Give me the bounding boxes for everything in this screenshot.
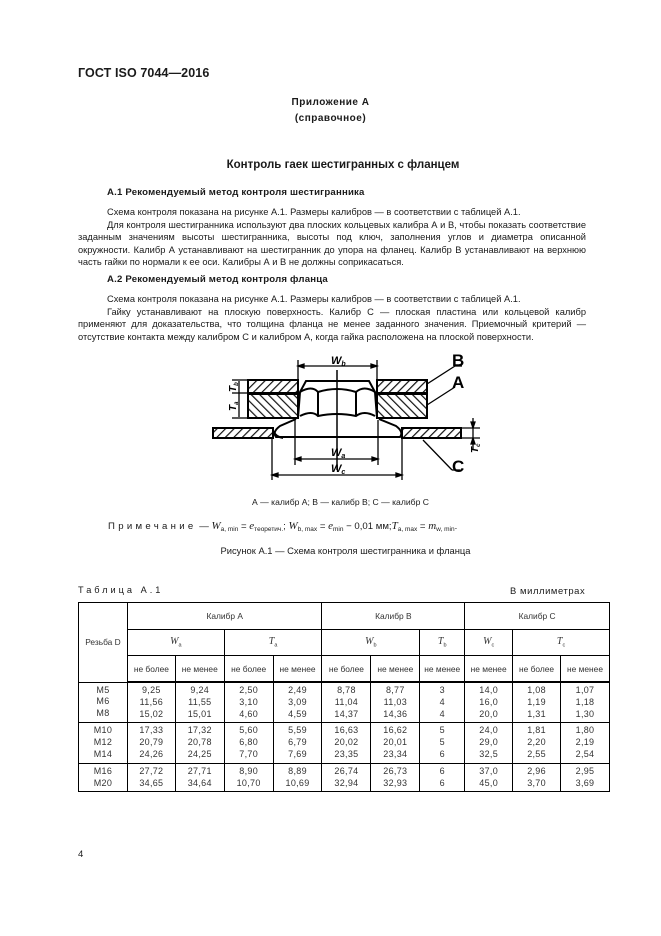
- cell-wa-min: [175, 682, 224, 723]
- cell-thread: [79, 723, 128, 763]
- cell-wc-min: [465, 682, 513, 723]
- cell-tb-min: [420, 723, 465, 763]
- table-row-group: [79, 682, 610, 723]
- cell-value: 26,74: [334, 765, 359, 776]
- cell-value: 4: [439, 696, 445, 707]
- symbol-sub: c: [491, 642, 495, 649]
- cell-value: 7,70: [239, 748, 258, 759]
- cell-value: 1,18: [575, 696, 595, 707]
- table-row-group: [79, 723, 610, 763]
- cell-value: 32,94: [334, 777, 359, 788]
- cell-ta-max: [224, 763, 273, 792]
- note-var: W: [211, 520, 221, 532]
- cell-value: 3,70: [527, 777, 546, 788]
- cell-value: 20,79: [139, 737, 164, 748]
- figure-note: [108, 520, 457, 533]
- cell-value: 16,0: [479, 696, 498, 707]
- cell-value: 17,33: [139, 725, 164, 736]
- note-dash: —: [196, 521, 212, 532]
- subheader: не более: [127, 656, 175, 683]
- symbol-sub: b: [443, 642, 447, 649]
- cell-value: 2,49: [288, 685, 307, 695]
- dimension-lines: [232, 360, 480, 480]
- cell-value: 1,19: [527, 696, 546, 707]
- symbol: T: [556, 636, 563, 648]
- symbol: W: [483, 636, 492, 648]
- subheader: не менее: [371, 656, 420, 683]
- cell-tc-max: [513, 763, 561, 792]
- dim-ta: $T_a$: [228, 401, 240, 411]
- cell-ta-max: [224, 682, 273, 723]
- note-eq: =: [417, 521, 429, 532]
- cell-tc-min: [561, 723, 610, 763]
- cell-value: 4: [439, 708, 445, 719]
- cell-value: 24,0: [479, 725, 498, 736]
- subheader: не менее: [465, 656, 513, 683]
- cell-value: 15,02: [139, 708, 164, 719]
- table-label: Таблица А.1: [78, 585, 164, 595]
- cell-value: 1,30: [575, 708, 595, 719]
- table-body: [79, 682, 610, 792]
- symbol: W: [170, 636, 179, 648]
- note-sub: a, min: [220, 526, 239, 533]
- note-eq: =: [317, 521, 329, 532]
- figure-caption: Рисунок А.1 — Схема контроля шестигранника и фланца: [220, 545, 471, 556]
- cell-wb-min: [371, 763, 420, 792]
- paragraph: Схема контроля показана на рисунке А.1. Размеры калибров — в соответствии с таблицей А.1.: [107, 207, 521, 217]
- header-tb: [420, 630, 465, 656]
- note-sub: b, max: [297, 526, 318, 533]
- cell-thread: [79, 682, 128, 723]
- symbol-sub: a: [274, 642, 278, 649]
- cell-value: 15,01: [187, 708, 212, 719]
- section-a2-heading: А.2 Рекомендуемый метод контроля фланца: [107, 274, 328, 285]
- cell-value: 6: [439, 777, 445, 788]
- cell-value: 3,10: [239, 696, 258, 707]
- cell-value: 4,59: [288, 708, 307, 719]
- cell-wb-min: [371, 723, 420, 763]
- header-ta: [224, 630, 322, 656]
- note-var: e: [249, 520, 255, 532]
- standard-code: ГОСТ ISO 7044—2016: [78, 66, 210, 80]
- cell-wc-min: [465, 723, 513, 763]
- cell-value: 1,80: [575, 725, 595, 736]
- header-gauge-a: Калибр А: [127, 603, 322, 630]
- gauge-dimensions-table: [78, 602, 610, 792]
- cell-value: 29,0: [479, 737, 498, 748]
- cell-value: 2,54: [575, 748, 595, 759]
- cell-value: 8,78: [337, 685, 356, 695]
- cell-value: 10,69: [285, 777, 310, 788]
- cell-value: 2,50: [239, 685, 258, 695]
- cell-value: 24,25: [187, 748, 212, 759]
- symbol-sub: c: [562, 642, 566, 649]
- cell-value: 23,35: [334, 748, 359, 759]
- cell-value: 2,19: [575, 737, 595, 748]
- cell-value: 14,0: [479, 685, 498, 695]
- cell-value: 4,60: [239, 708, 258, 719]
- cell-wa-max: [127, 763, 175, 792]
- note-sub: теоретич.: [254, 526, 284, 533]
- symbol: T: [268, 636, 275, 648]
- cell-value: М5: [96, 684, 110, 695]
- cell-value: 6: [439, 765, 445, 776]
- note-var: T: [391, 520, 398, 532]
- cell-value: 1,07: [575, 685, 595, 695]
- cell-value: 8,90: [239, 765, 258, 776]
- header-wc: [465, 630, 513, 656]
- cell-value: 11,56: [139, 696, 164, 707]
- symbol-sub: a: [178, 642, 182, 649]
- cell-value: 1,08: [527, 685, 546, 695]
- cell-value: 8,89: [288, 765, 307, 776]
- cell-tc-max: [513, 682, 561, 723]
- cell-value: 5: [439, 737, 445, 748]
- cell-ta-max: [224, 723, 273, 763]
- subheader: не менее: [420, 656, 465, 683]
- header-gauge-b: Калибр В: [322, 603, 465, 630]
- cell-value: 32,5: [479, 748, 498, 759]
- cell-value: М16: [93, 765, 113, 776]
- cell-value: 6,80: [239, 737, 258, 748]
- cell-value: 24,26: [139, 748, 164, 759]
- label-gauge-c: C: [452, 457, 465, 476]
- cell-value: 34,65: [139, 777, 164, 788]
- cell-ta-min: [273, 682, 322, 723]
- main-title: Контроль гаек шестигранных с фланцем: [226, 159, 460, 171]
- cell-value: 45,0: [479, 777, 498, 788]
- header-wa: [127, 630, 224, 656]
- cell-ta-min: [273, 763, 322, 792]
- cell-value: 11,04: [334, 696, 359, 707]
- cell-value: 6: [439, 748, 445, 759]
- cell-value: 20,0: [479, 708, 498, 719]
- table-row-group: [79, 763, 610, 792]
- cell-value: 27,72: [139, 765, 164, 776]
- cell-tb-min: [420, 763, 465, 792]
- note-tail: − 0,01 мм;: [343, 521, 392, 532]
- cell-value: 26,73: [383, 765, 408, 776]
- note-var: W: [288, 520, 298, 532]
- cell-wa-min: [175, 723, 224, 763]
- cell-value: 9,24: [190, 685, 210, 695]
- note-sub: min: [332, 526, 344, 533]
- cell-value: 37,0: [479, 765, 498, 776]
- cell-wb-max: [322, 763, 371, 792]
- subheader: не менее: [175, 656, 224, 683]
- cell-thread: [79, 763, 128, 792]
- cell-value: 3,09: [288, 696, 307, 707]
- cell-value: 10,70: [236, 777, 261, 788]
- symbol-sub: b: [373, 642, 377, 649]
- dim-tc: $T_c$: [470, 443, 482, 453]
- note-sub: a, max: [397, 526, 418, 533]
- cell-tc-min: [561, 763, 610, 792]
- cell-tc-min: [561, 682, 610, 723]
- cell-wa-max: [127, 723, 175, 763]
- subheader: не менее: [273, 656, 322, 683]
- cell-value: 20,78: [187, 737, 212, 748]
- cell-value: 34,64: [187, 777, 212, 788]
- note-sub: w, min: [436, 526, 455, 533]
- subheader: не более: [224, 656, 273, 683]
- cell-value: 16,62: [383, 725, 408, 736]
- cell-value: 14,37: [334, 708, 359, 719]
- cell-value: М8: [96, 708, 110, 719]
- cell-value: М12: [93, 737, 113, 748]
- note-end: .: [454, 521, 458, 532]
- figure-legend: А — калибр А; В — калибр В; С — калибр С: [252, 497, 429, 507]
- cell-value: 11,55: [188, 696, 212, 707]
- cell-value: 8,77: [385, 685, 405, 695]
- annex-title: Приложение А: [291, 97, 370, 108]
- note-var: e: [328, 520, 333, 532]
- note-eq: =: [238, 521, 250, 532]
- header-thread: Резьба D: [79, 603, 128, 683]
- dim-wb: Wb: [331, 355, 346, 368]
- symbol: T: [437, 636, 444, 648]
- cell-value: 23,34: [383, 748, 408, 759]
- header-wb: [322, 630, 420, 656]
- cell-value: 5,60: [239, 725, 258, 736]
- cell-value: 20,02: [334, 737, 359, 748]
- cell-value: 11,03: [383, 696, 407, 707]
- cell-value: 27,71: [187, 765, 212, 776]
- header-tc: [513, 630, 610, 656]
- cell-value: М20: [93, 777, 113, 788]
- cell-value: 20,01: [383, 737, 408, 748]
- cell-value: 1,31: [527, 708, 546, 719]
- cell-value: 17,32: [187, 725, 212, 736]
- annex-subtitle: (справочное): [294, 113, 367, 124]
- label-gauge-b: B: [452, 351, 465, 370]
- cell-value: 3: [439, 685, 445, 695]
- cell-value: М10: [93, 725, 113, 736]
- cell-wc-min: [465, 763, 513, 792]
- page-number: 4: [78, 849, 84, 860]
- subheader: не более: [513, 656, 561, 683]
- cell-tb-min: [420, 682, 465, 723]
- cell-ta-min: [273, 723, 322, 763]
- cell-value: 3,69: [575, 777, 595, 788]
- cell-value: 7,69: [288, 748, 307, 759]
- subheader: не менее: [561, 656, 610, 683]
- cell-value: 2,20: [527, 737, 546, 748]
- subheader: не более: [322, 656, 371, 683]
- cell-wb-min: [371, 682, 420, 723]
- dim-wa: Wa: [331, 447, 346, 460]
- cell-value: 9,25: [142, 685, 161, 695]
- dim-tb: $T_b$: [228, 382, 240, 392]
- cell-value: 2,95: [575, 765, 595, 776]
- cell-value: М14: [93, 748, 113, 759]
- note-label: Примечание: [108, 521, 197, 532]
- cell-wb-max: [322, 682, 371, 723]
- cell-value: 32,93: [383, 777, 408, 788]
- note-sep: ;: [283, 521, 289, 532]
- cell-wa-min: [175, 763, 224, 792]
- table-units: В миллиметрах: [510, 585, 586, 596]
- cell-value: 16,63: [334, 725, 359, 736]
- cell-value: 5,59: [288, 725, 307, 736]
- paragraph: Схема контроля показана на рисунке А.1. Размеры калибров — в соответствии с таблицей А.1.: [107, 294, 521, 304]
- cell-value: 2,96: [527, 765, 546, 776]
- cell-value: 1,81: [527, 725, 546, 736]
- paragraph: Для контроля шестигранника используют два плоских кольцевых калибра А и В, чтобы показать соответствие заданным значениям высоты шестигранника, высоты под ключ, заполнения углов и диаметра описанной окружности. Калибр А устанавливают на шестигранник до упора на фланец. Калибр В устанавливают на верхнюю часть гайки по нормали к ее оси. Калибры А и В не должны соприкасаться.: [78, 219, 586, 268]
- dim-wc: Wc: [331, 463, 346, 476]
- symbol: W: [365, 636, 374, 648]
- label-gauge-a: A: [452, 373, 465, 392]
- cell-value: М6: [96, 696, 110, 707]
- header-gauge-c: Калибр С: [465, 603, 610, 630]
- paragraph: Гайку устанавливают на плоскую поверхность. Калибр С — плоская пластина или кольцевой калибр применяют для доказательства, что толщина фланца не менее заданного значения. Приемочный критерий — отсутствие контакта между калибром С и калибром А, когда гайка расположена на плоской поверхности.: [78, 306, 586, 342]
- note-var: m: [428, 520, 437, 532]
- cell-value: 6,79: [288, 737, 307, 748]
- cell-value: 5: [439, 725, 445, 736]
- cell-value: 14,36: [383, 708, 408, 719]
- cell-wa-max: [127, 682, 175, 723]
- cell-value: 2,55: [527, 748, 546, 759]
- cell-tc-max: [513, 723, 561, 763]
- cell-wb-max: [322, 723, 371, 763]
- section-a1-heading: А.1 Рекомендуемый метод контроля шестигранника: [107, 187, 365, 198]
